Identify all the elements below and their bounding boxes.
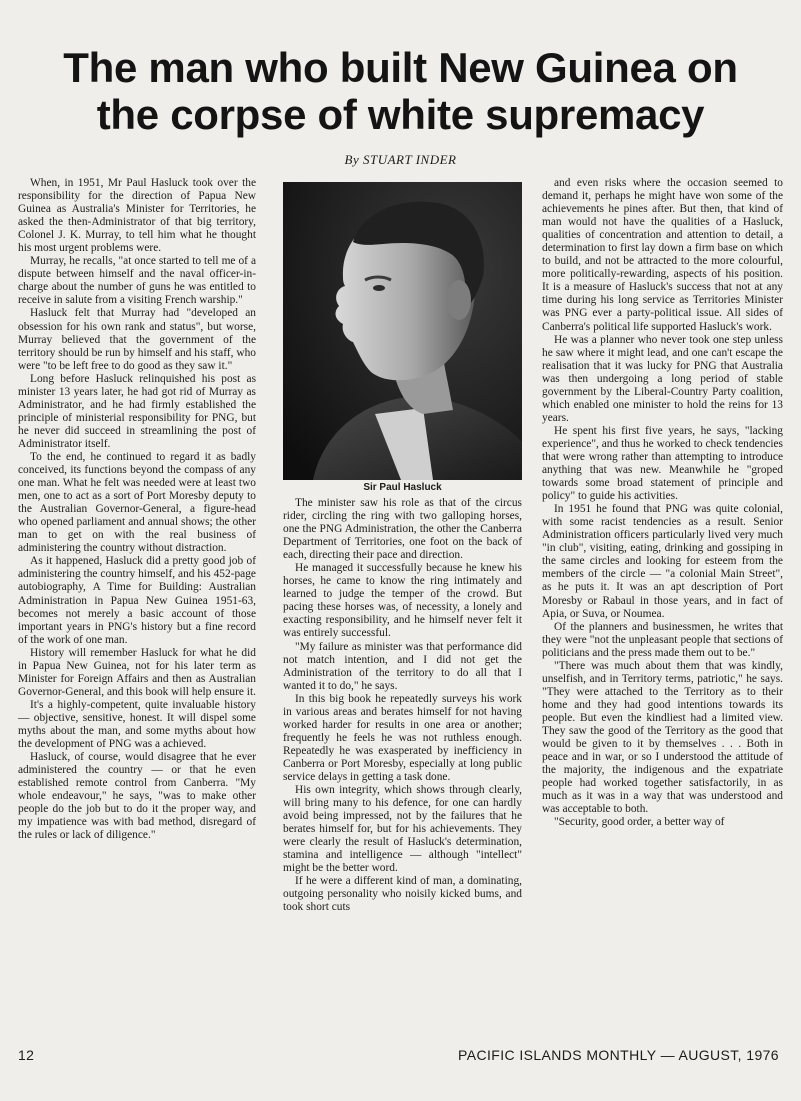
byline: By STUART INDER <box>344 152 457 167</box>
paragraph: In 1951 he found that PNG was quite colonial, with some racist tendencies as a result. Senior Administration officers particularly lived very much "in club", visiting, eating, drinking and gossiping in the same circles and looking for esteem from the members of the circle — "a colonial Main Street", as he puts it. It was an apt description of Port Moresby or Rabaul in those years, and in fact of Apia, or Suva, or Noumea. <box>542 503 783 620</box>
paragraph: "My failure as minister was that performance did not match intention, and I did not get the Administration of the territory to do all that I wanted it to do," he says. <box>283 640 522 692</box>
paragraph: He managed it successfully because he knew his horses, he came to know the ring intimately and learned to judge the temper of the crowd. But pacing these horses was, of necessity, a lonely and exacting responsibility, and he himself never felt it was entirely successful. <box>283 562 522 640</box>
photo-caption: Sir Paul Hasluck <box>363 482 442 493</box>
portrait-illustration <box>283 182 522 480</box>
headline-line-1: The man who built New Guinea on <box>63 44 738 91</box>
paragraph: History will remember Hasluck for what he did in Papua New Guinea, not for his later term as Minister for Foreign Affairs and then as Australian Governor-General, and this book will help ensure it. <box>18 646 256 698</box>
portrait-photo <box>283 182 522 480</box>
paragraph: As it happened, Hasluck did a pretty good job of administering the country himself, and his 452-page autobiography, A Time for Building: Australian Administration in Papua New Guinea 1951-63, becomes not merely a basic account of those important years in PNG's history but a fine record of the work of one man. <box>18 555 256 646</box>
page-number: 12 <box>18 1047 35 1063</box>
paragraph: His own integrity, which shows through clearly, will bring many to his defence, for one can hardly avoid being impressed, not by the failures that he berates himself for, but for his achievements. They were clearly the result of Hasluck's determination, stamina and intelligence — although "intellect" might be the better word. <box>283 784 522 875</box>
paragraph: To the end, he continued to regard it as badly conceived, its functions beyond the compass of any one man. What he felt was needed were at least two men, one to act as a sort of Port Moresby deputy to the Australian Governor-General, a figure-head who opened parliament and annual shows; the other man to get on with the real business of administering the country without distraction. <box>18 450 256 555</box>
paragraph: Hasluck felt that Murray had "developed an obsession for his own rank and status", but worse, Murray believed that the government of the territory should be run by himself and his staff, who were "to be left free to do good as they saw it." <box>18 307 256 372</box>
article-column-right <box>542 177 783 829</box>
headline-line-2: the corpse of white supremacy <box>96 91 705 138</box>
paragraph: If he were a different kind of man, a dominating, outgoing personality who noisily kicked bums, and took short cuts <box>283 875 522 914</box>
paragraph: Murray, he recalls, "at once started to tell me of a dispute between himself and the naval officer-in-charge about the number of guns he was entitled to receive in salute from a visiting French warship." <box>18 255 256 307</box>
paragraph: Of the planners and businessmen, he writes that they were "not the unpleasant people that sections of politicians and the press made them out to be." <box>542 620 783 659</box>
paragraph: The minister saw his role as that of the circus rider, circling the ring with two galloping horses, one the PNG Administration, the other the Canberra Department of Territories, one foot on the back of each, directing their pace and direction. <box>283 497 522 562</box>
paragraph: He spent his first five years, he says, "lacking experience", and thus he worked to check tendencies that were wrong rather than attempting to introduce anything that was new. Meanwhile he "groped towards some broad statement of principle and policy" to guide his activities. <box>542 424 783 503</box>
paragraph: Hasluck, of course, would disagree that he ever administered the country — or that he even established remote control from Canberra. "My whole endeavour," he says, "was to make other people do the job but to do it the proper way, and my impatience was with bad method, disregard of the rules or lack of diligence." <box>18 751 256 842</box>
running-footer: PACIFIC ISLANDS MONTHLY — AUGUST, 1976 <box>458 1047 779 1063</box>
article-column-middle <box>283 497 522 915</box>
paragraph: and even risks where the occasion seemed to demand it, perhaps he might have won some of the achievements he pines after. But then, that kind of man would not have the qualities of a Hasluck, qualities of concentration and attention to detail, a determination to first lay down a firm base on which to build, and not be attracted to the more colourful, more politically-rewarding, aspects of his position. It is a measure of Hasluck's success that not at any time during his long service as Territories Minister was PNG ever a party-political issue. All sides of Canberra's political life supported Hasluck's work. <box>542 177 783 333</box>
paragraph: "There was much about them that was kindly, unselfish, and in Territory terms, patriotic," he says. "They were attached to the Territory as to their home and they had good intentions towards its people. But even the kindliest had a limited view. They saw the good of the Territory as the good that would be given to it by themselves . . . Both in peace and in war, or so I understood the attitude of the majority, the indigenous and the expatriate people had worked together satisfactorily, in as much as it was in a way that was understood and was acceptable to both. <box>542 659 783 816</box>
article-headline <box>0 44 801 138</box>
paragraph: In this big book he repeatedly surveys his work in various areas and berates himself for not having worked harder for results in one area or another; frequently he feels he was not ruthless enough. Repeatedly he was exasperated by inefficiency in Canberra or Port Moresby, especially at long public service delays in getting a task done. <box>283 692 522 783</box>
paragraph: Long before Hasluck relinquished his post as minister 13 years later, he had got rid of Murray as Administrator, and he had firmly established the principle of ministerial responsibility for PNG, but he never did succeed in streamlining the post of Administrator itself. <box>18 372 256 450</box>
paragraph: "Security, good order, a better way of <box>554 816 725 829</box>
paragraph: When, in 1951, Mr Paul Hasluck took over the responsibility for the direction of Papua New Guinea as Australia's Minister for Territories, he asked the then-Administrator of that big territory, Colonel J. K. Murray, to tell him what he thought his most urgent problems were. <box>18 177 256 255</box>
paragraph: He was a planner who never took one step unless he saw where it might lead, and one can't escape the realisation that it was lucky for PNG that Australia was then undergoing a long period of stable government by the Liberal-Country Party coalition, which enabled one minister to hold the reins for 13 years. <box>542 333 783 424</box>
article-column-left <box>18 177 256 842</box>
paragraph: It's a highly-competent, quite invaluable history — objective, sensitive, honest. It will dispel some myths about the man, and some myths about how the development of PNG was a achieved. <box>18 698 256 751</box>
